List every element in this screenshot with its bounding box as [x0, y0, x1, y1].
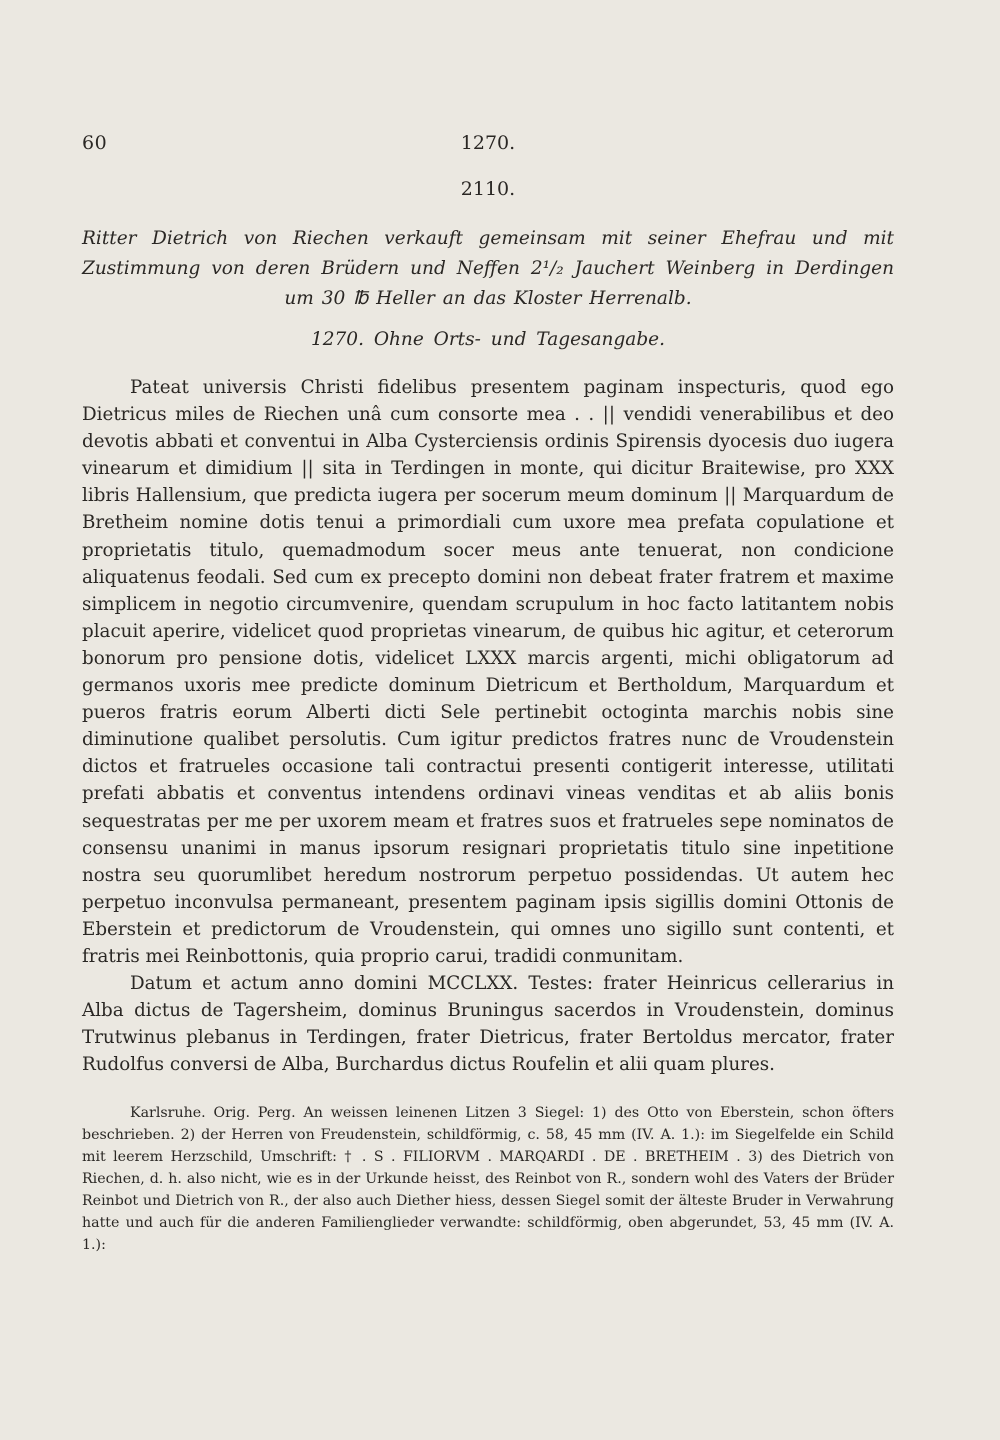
charter-paragraph: Datum et actum anno domini MCCLXX. Testes: frater Heinricus cellerarius in Alba dictus de Tagersheim, dominus Bruningus sacerdos in Vroudenstein, dominus Trutwinus plebanus in Terdingen, frater Dietricus, frater Bertoldus mercator, frater Rudolfus conversi de Alba, Burchardus dictus Roufelin et alii quam plures. [82, 973, 894, 1076]
regest-summary: Ritter Dietrich von Riechen verkauft gemeinsam mit seiner Ehefrau und mit Zustimmung von deren Brüdern und Neffen 2¹/₂ Jauchert Weinberg in Derdingen um 30 ℔ Heller an das Kloster Herrenalb. [82, 228, 894, 309]
page-number: 60 [82, 132, 108, 154]
document-number: 2110. [460, 178, 516, 200]
charter-text [82, 374, 894, 1078]
date-line: 1270. Ohne Orts- und Tagesangabe. [311, 329, 665, 350]
charter-paragraph: Pateat universis Christi fidelibus presentem paginam inspecturis, quod ego Dietricus miles de Riechen unâ cum consorte mea . . || vendidi venerabilibus et deo devotis abbati et conventui in Alba Cysterciensis ordinis Spirensis dyocesis duo iugera vinearum et dimidium || sita in Terdingen in monte, qui dicitur Braitewise, pro XXX libris Hallensium, que predicta iugera per socerum meum dominum || Marquardum de Bretheim nomine dotis tenui a primordiali cum uxore mea prefata copulatione et proprietatis titulo, quemadmodum socer meus ante tenuerat, non condicione aliquatenus feodali. Sed cum ex precepto domini non debeat frater fratrem et maxime simplicem in negotio circumvenire, quendam scrupulum in hoc facto latitantem nobis placuit aperire, videlicet quod proprietas vinearum, de quibus hic agitur, et ceterorum bonorum pro pensione dotis, videlicet LXXX marcis argenti, michi obligatorum ad germanos uxoris mee predicte dominum Dietricum et Bertholdum, Marquardum et pueros fratris eorum Alberti dicti Sele pertinebit octoginta marchis nobis sine diminutione qualibet persolutis. Cum igitur predictos fratres nunc de Vroudenstein dictos et fratrueles occasione tali contractui presenti contigerit interesse, utilitati prefati abbatis et conventus intendens ordinavi vineas venditas et ab aliis bonis sequestratas per me per uxorem meam et fratres suos et fratrueles sepe nominatos de consensu unanimi in manus ipsorum resignari proprietatis titulo sine inpetitione nostra seu quorumlibet heredum nostrorum perpetuo possidendas. Ut autem hec perpetuo inconvulsa permaneant, presentem paginam ipsis sigillis domini Ottonis de Eberstein et predictorum de Vroudenstein, qui omnes uno sigillo sunt contenti, et fratris mei Reinbottonis, quia proprio carui, tradidi conmunitam. [82, 377, 894, 967]
running-header-year: 1270. [460, 132, 516, 154]
archival-note: Karlsruhe. Orig. Perg. An weissen leinenen Litzen 3 Siegel: 1) des Otto von Eberstein, schon öfters beschrieben. 2) der Herren von Freudenstein, schildförmig, c. 58, 45 mm (IV. A. 1.): im Siegelfelde ein Schild mit leerem Herzschild, Umschrift: † . S . FILIORVM . MARQARDI . DE . BRETHEIM . 3) des Dietrich von Riechen, d. h. also nicht, wie es in der Urkunde heisst, des Reinbot von R., sondern wohl des Vaters der Brüder Reinbot und Dietrich von R., der also auch Diether hiess, dessen Siegel somit der älteste Bruder in Verwahrung hatte und auch für die anderen Familienglieder verwandte: schildförmig, oben abgerundet, 53, 45 mm (IV. A. 1.): [82, 1105, 894, 1253]
